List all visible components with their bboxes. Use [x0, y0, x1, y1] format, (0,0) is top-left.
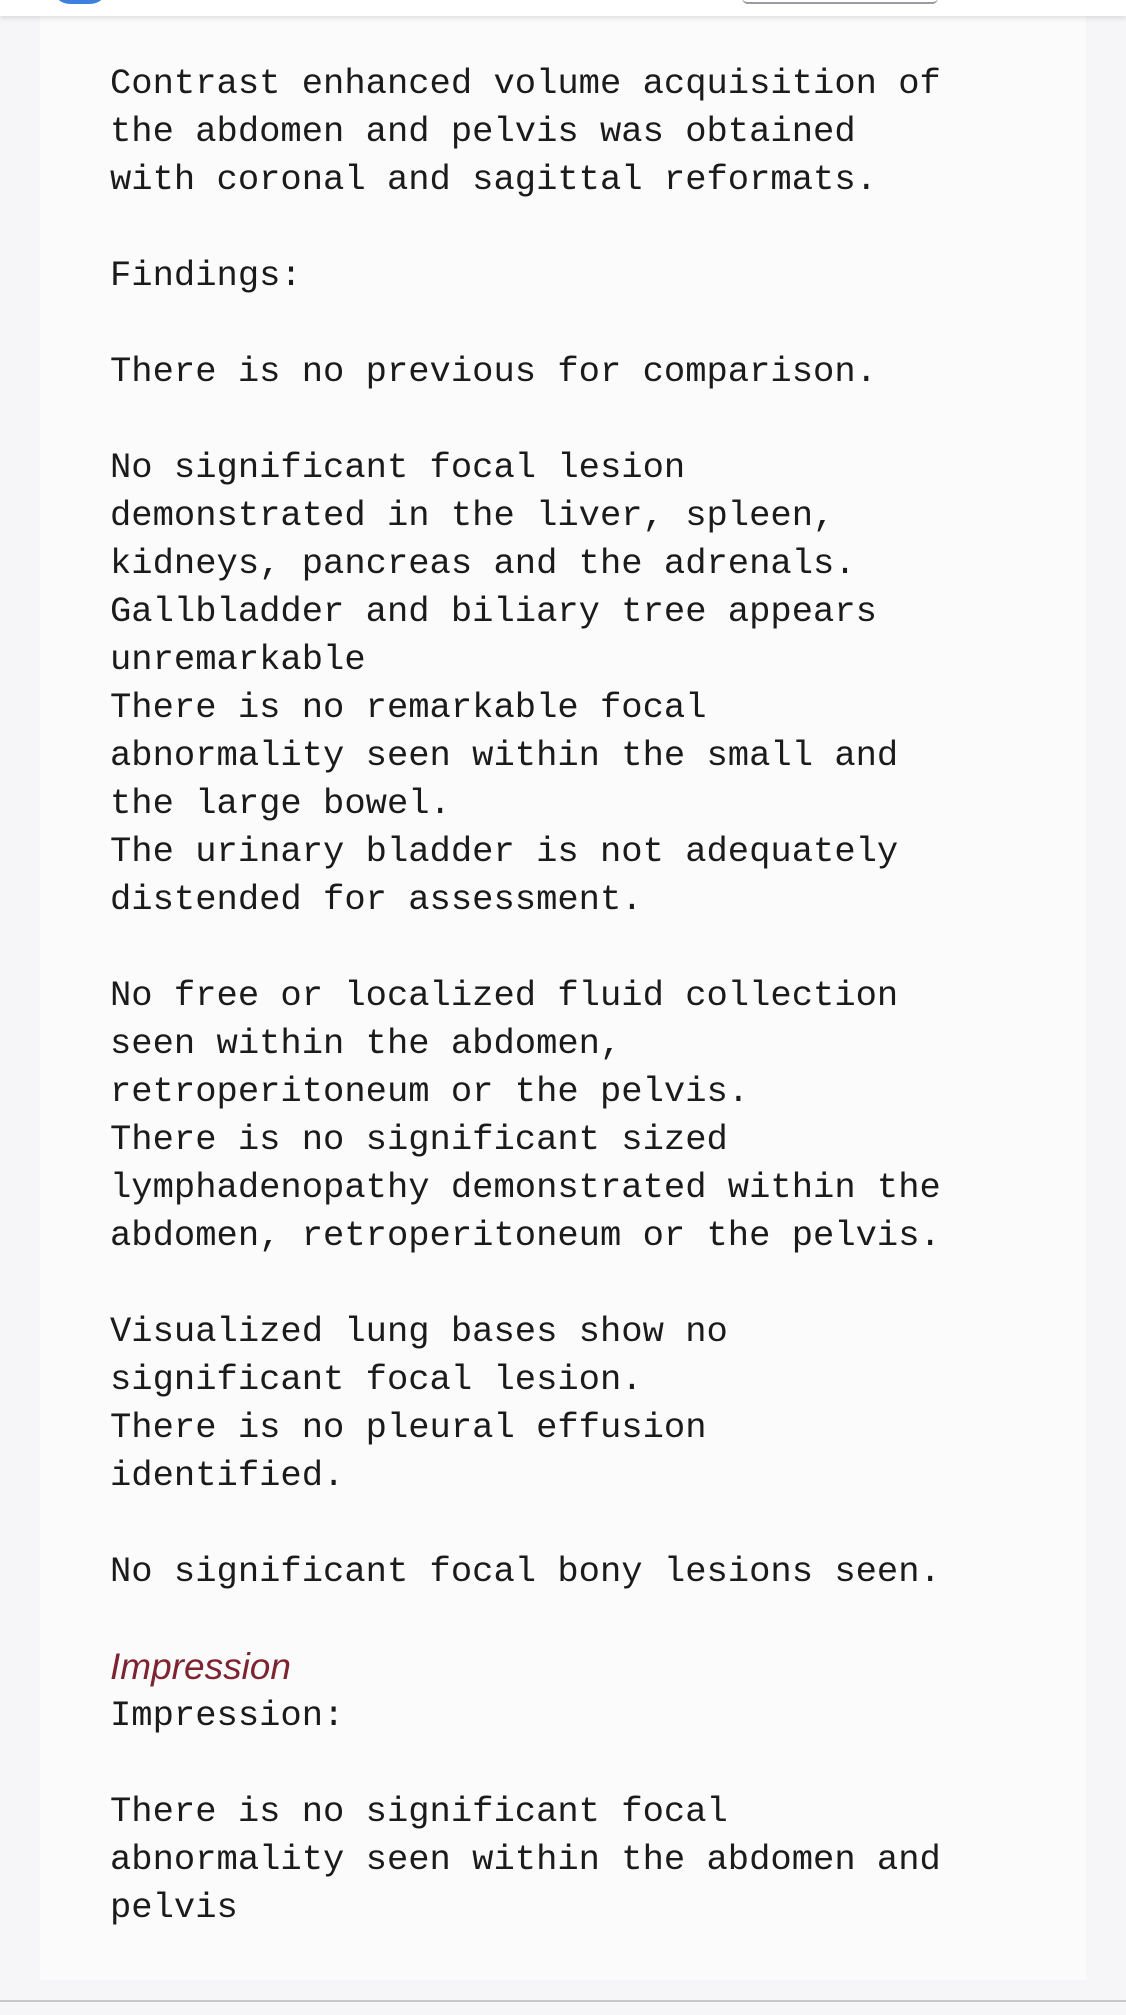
impression-text: Impression: There is no significant focal abnormality seen within the abdomen and pelvis: [110, 1695, 941, 1928]
header-pill-button[interactable]: [742, 0, 938, 4]
top-bar: [0, 0, 1126, 16]
avatar-icon[interactable]: [52, 0, 108, 4]
impression-heading: Impression: [110, 1646, 291, 1687]
bottom-divider: [0, 2000, 1126, 2002]
findings-text: Contrast enhanced volume acquisition of the abdomen and pelvis was obtained with coronal and sagittal reformats. Findings: There is no previous for comparison. No significant focal lesion demonstrated in the liver, spleen, kidneys, pancreas and the adrenals. Gallbladder and biliary tree appears unremarkable There is no remarkable focal abnormality seen within the small and the large bowel. The urinary bladder is not adequately distended for assessment. No free or localized fluid collection seen within the abdomen, retroperitoneum or the pelvis. There is no significant sized lymphadenopathy demonstrated within the abdomen, retroperitoneum or the pelvis. Visualized lung bases show no significant focal lesion. There is no pleural effusion identified. No significant focal bony lesions seen.: [110, 63, 941, 1592]
